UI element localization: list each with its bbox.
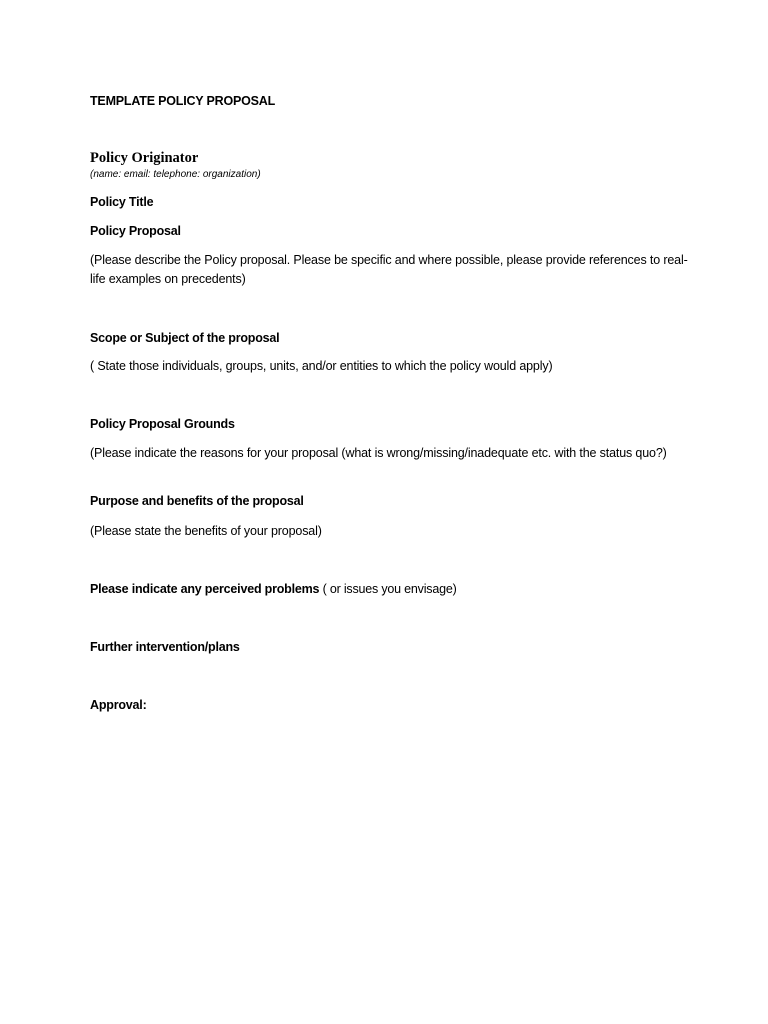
grounds-heading: Policy Proposal Grounds <box>90 417 235 431</box>
problems-note: ( or issues you envisage) <box>319 582 457 596</box>
problems-line <box>90 582 457 596</box>
document-title: TEMPLATE POLICY PROPOSAL <box>90 94 276 108</box>
policy-originator-heading: Policy Originator <box>90 150 199 166</box>
purpose-description: (Please state the benefits of your proposal) <box>90 524 322 538</box>
policy-originator-hint: (name: email: telephone: organization) <box>90 169 261 180</box>
scope-heading: Scope or Subject of the proposal <box>90 331 280 345</box>
problems-heading: Please indicate any perceived problems <box>90 582 320 596</box>
purpose-heading: Purpose and benefits of the proposal <box>90 494 304 508</box>
policy-proposal-heading: Policy Proposal <box>90 224 181 238</box>
scope-description: ( State those individuals, groups, units, and/or entities to which the policy would apply) <box>90 359 553 373</box>
grounds-description: (Please indicate the reasons for your proposal (what is wrong/missing/inadequate etc. with the status quo?) <box>90 446 667 460</box>
approval-heading: Approval: <box>90 698 147 712</box>
policy-proposal-description: (Please describe the Policy proposal. Please be specific and where possible, please provide references to real-life examples on precedents) <box>90 253 688 286</box>
policy-title-heading: Policy Title <box>90 195 154 209</box>
further-heading: Further intervention/plans <box>90 640 240 654</box>
